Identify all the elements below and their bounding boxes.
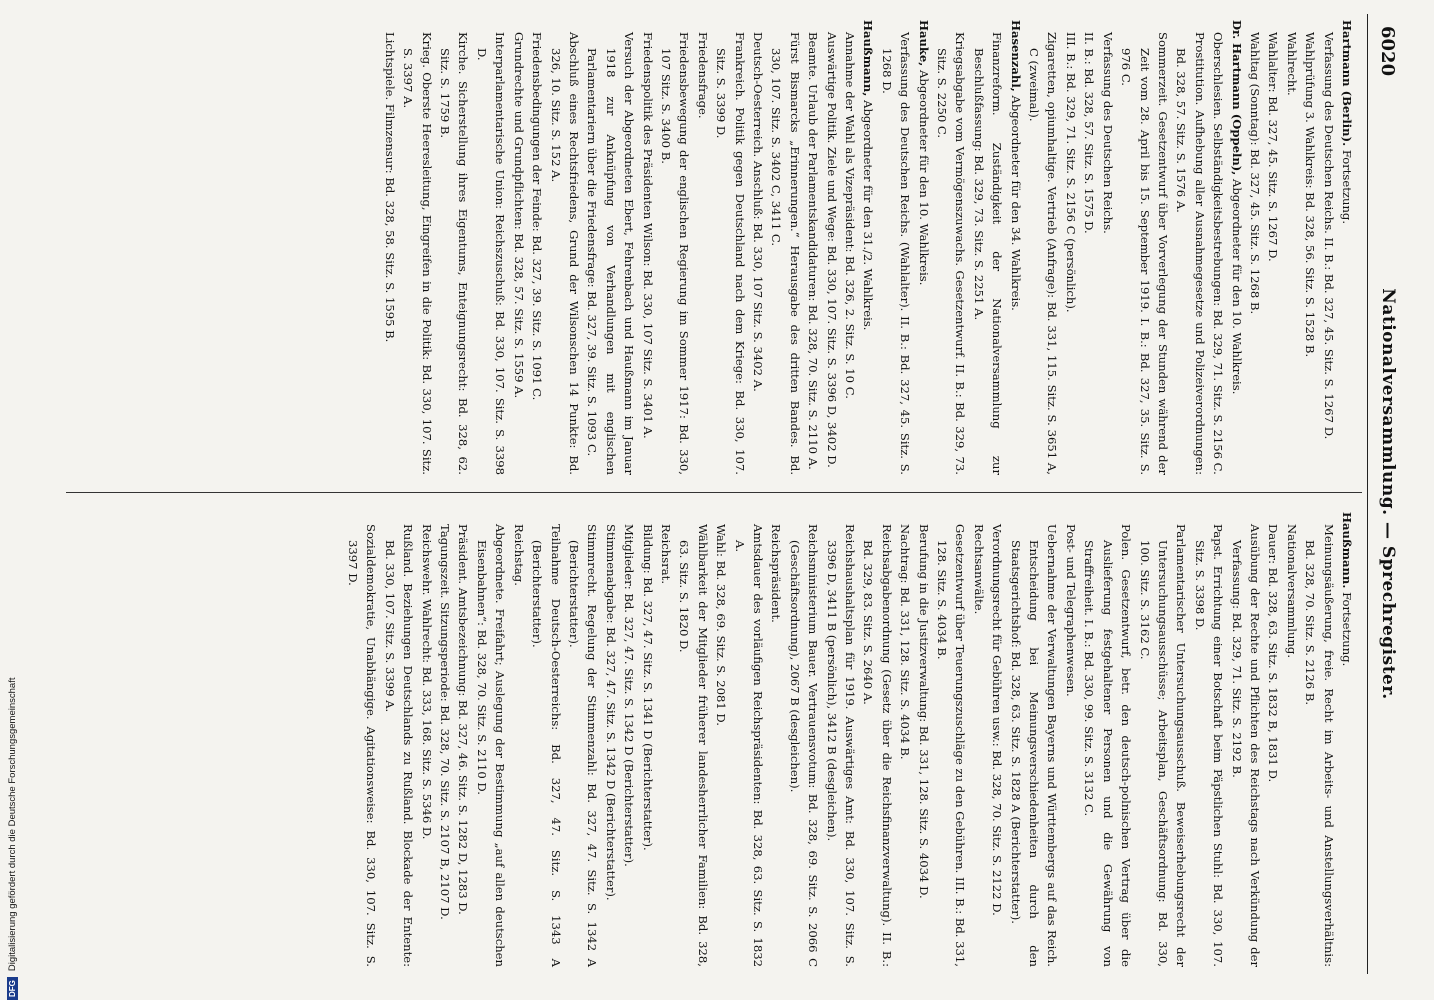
entry-name: Hartmann (Berlin). — [1340, 20, 1354, 147]
register-entry — [436, 512, 454, 967]
entry-text: Amtsdauer des vorläufigen Reichspräsidenten: Bd. 328, 63. Sitz. S. 1832 A. — [732, 524, 765, 967]
register-entry — [693, 20, 711, 475]
entry-text: Reichstag. — [511, 524, 526, 586]
register-entry — [712, 512, 730, 967]
register-entry — [638, 512, 656, 967]
register-entry — [877, 20, 914, 475]
column-divider — [66, 492, 1362, 493]
register-entry — [1227, 512, 1264, 967]
entry-text: Zigaretten, opiumhaltige. Vertrieb (Anfrage): Bd. 331, 115. Sitz. S. 3651 A, C (zweimal). — [1027, 32, 1060, 475]
entry-text: Reichshaushaltsplan für 1919. Auswärtiges Amt: Bd. 330, 107. Sitz. S. 3396 D, 3411 B (persönlich), 3412 B (desgleichen). — [824, 524, 858, 967]
register-entry — [1338, 20, 1356, 475]
entry-text: Friedenspolitik des Präsidenten Wilson: Bd. 330, 107 Sitz. S. 3401 A. — [640, 32, 655, 439]
register-entry — [1006, 512, 1061, 967]
register-entry — [933, 20, 970, 475]
page-header — [1366, 14, 1406, 974]
entry-text: Rußland. Beziehungen Deutschlands zu Rußland. Blockade der Entente: Bd. 330, 107. Sitz. S. 3399 A. — [382, 524, 416, 967]
dfg-logo: DFG — [7, 977, 18, 1000]
register-entry — [730, 512, 767, 967]
register-entry — [1025, 20, 1062, 475]
entry-text: Kriegsabgabe vom Vermögenszuwachs. Gesetzentwurf. II. B.: Bd. 329, 73. Sitz. S. 2250 C. — [935, 32, 968, 475]
register-entry — [1098, 20, 1116, 475]
entry-text: Frankreich. Politik gegen Deutschland nach dem Kriege: Bd. 330, 107. Sitz. S. 3399 D. — [714, 32, 747, 475]
register-entry — [859, 20, 877, 475]
register-entry — [344, 512, 381, 967]
entry-text: Wahlrecht. — [1284, 32, 1299, 96]
entry-text: Wahlprüfung 3. Wahlkreis: Bd. 328, 56. Sitz. S. 1528 B. — [1303, 32, 1318, 358]
register-entry — [1062, 512, 1080, 967]
register-entry — [712, 20, 749, 475]
entry-name: Haußmann, — [861, 20, 876, 97]
entry-text: Abgeordneter für den 10. Wahlkreis. — [916, 66, 931, 286]
register-entry — [1080, 512, 1135, 967]
entry-text: Wahltag (Sonntag): Bd. 327, 45. Sitz. S. 1268 B. — [1247, 32, 1262, 315]
register-entry — [546, 20, 583, 475]
entry-text: Abgeordneter für den 10. Wahlkreis. — [1229, 175, 1244, 395]
entry-text: III. B.: Bd. 329, 71. Sitz. S. 2156 C (persönlich). — [1063, 32, 1078, 313]
entry-text: Reichswehr. Wahlrecht: Bd. 333, 168. Sitz. S. 5346 D. — [419, 524, 434, 840]
entry-text: Lichtspiele. Filmzensur: Bd. 328, 58. Sitz. S. 1595 B. — [382, 32, 397, 343]
register-entry — [399, 20, 436, 475]
register-entry — [638, 20, 656, 475]
entry-text: Post- und Telegraphenwesen. — [1063, 524, 1078, 697]
register-entry — [767, 512, 785, 967]
register-entry — [1080, 20, 1098, 475]
register-entry — [473, 512, 510, 967]
entry-text: Teilnahme Deutsch-Oesterreichs: Bd. 327, 47. Sitz. S. 1343 A (Berichterstatter). — [530, 524, 563, 967]
entry-text: Reichsrat. — [658, 524, 673, 585]
entry-text: Wahlalter: Bd. 327, 45. Sitz. S. 1267 D. — [1266, 32, 1281, 262]
entry-text: Bildung: Bd. 327, 47. Sitz. S. 1341 D (Berichterstatter). — [640, 524, 655, 851]
register-entry — [657, 20, 694, 475]
entry-text: Interparlamentarische Union: Reichszuschuß: Bd. 330, 107. Sitz. S. 3398 D. — [474, 32, 508, 475]
register-entry — [454, 512, 472, 967]
entry-text: Tagungszeit. Sitzungsperiode: Bd. 328, 70. Sitz. S. 2107 B, 2107 D. — [438, 524, 453, 920]
entry-text: Wahl: Bd. 328, 69. Sitz. S. 2081 D. — [714, 524, 729, 726]
entry-text: Sommerzeit. Gesetzentwurf über Vorverlegung der Stunden während der Zeit vom 28. April bis 15. September 1919. I. B.: Bd. 327, 35. Sitz. S. 976 C. — [1119, 32, 1170, 475]
page-number: 6020 — [1377, 26, 1398, 77]
register-entry — [1246, 20, 1264, 475]
entry-text: Gesetzentwurf über Teuerungszuschläge zu den Gebühren. III. B.: Bd. 331, 128. Sitz. S. 4034 B. — [935, 524, 968, 967]
register-entry — [1172, 20, 1209, 475]
entry-text: Reichspräsident. — [769, 524, 784, 623]
entry-text: Versuch der Abgeordneten Ebert, Fehrenbach und Haußmann im Januar 1918 zur Anknüpfung von Verhandlungen mit englischen Parlamentariern über die Friedensfrage: Bd. 327, 39. Sitz. S. 1093 C. — [585, 32, 637, 475]
entry-text: Dauer: Bd. 328, 63. Sitz. S. 1832 B, 1831 D. — [1266, 524, 1281, 783]
entry-text: Papst. Errichtung einer Botschaft beim Päpstlichen Stuhl: Bd. 330, 107. Sitz. S. 3398 D. — [1192, 524, 1226, 967]
register-entry — [417, 512, 435, 967]
entry-text: Abgeordneter für den 34. Wahlkreis. — [1008, 91, 1023, 311]
entry-text: Grundrechte und Grundpflichten: Bd. 328, 57. Sitz. S. 1559 A. — [511, 32, 526, 399]
register-entry — [933, 512, 970, 967]
entry-text: Rechtsanwälte. — [971, 524, 986, 615]
entry-text: Deutsch-Oesterreich. Anschluß: Bd. 330, 107 Sitz. S. 3402 A. — [751, 32, 765, 392]
register-entry — [804, 20, 822, 475]
entry-text: Nachtrag: Bd. 331, 128. Sitz. S. 4034 B. — [898, 524, 913, 760]
entry-text: Annahme der Wahl als Vizepräsident: Bd. 326, 2. Sitz. S. 10 C. — [843, 32, 858, 399]
register-entry — [969, 20, 1006, 475]
register-entry — [1282, 512, 1300, 967]
entry-text: Mitglieder: Bd. 327, 47. Sitz. S. 1342 D (Berichterstatter). — [622, 524, 637, 867]
entry-text: Fortsetzung. — [1340, 588, 1354, 667]
entry-text: Stimmrecht. Regelung der Stimmenzahl: Bd. 327, 47. Sitz. S. 1342 A (Berichterstatter). — [566, 524, 600, 967]
entry-text: Ausübung der Rechte und Pflichten des Reichstags nach Verkündung der Verfassung: Bd. 329, 71. Sitz. S. 2192 B. — [1229, 524, 1262, 967]
register-entry — [528, 512, 565, 967]
register-entry — [473, 20, 510, 475]
register-entry — [785, 512, 822, 967]
register-entry — [767, 20, 804, 475]
entry-text: Auswärtige Politik. Ziele und Wege: Bd. 330, 107. Sitz. S. 3396 D, 3402 D. — [824, 32, 839, 468]
register-entry — [822, 512, 859, 967]
entry-name: Hauke, — [916, 20, 931, 67]
footer-text: Digitalisierung gefördert durch die Deutsche Forschungsgemeinschaft — [6, 677, 18, 972]
entry-name: Hasenzahl, — [1008, 20, 1023, 92]
register-entry — [1301, 512, 1338, 967]
entry-text: Berufung in die Justizverwaltung: Bd. 331, 128. Sitz. S. 4034 D. — [916, 524, 931, 899]
register-entry — [1117, 20, 1172, 475]
register-entry — [841, 20, 859, 475]
register-entry — [1006, 20, 1024, 475]
register-entry — [1264, 512, 1282, 967]
entry-text: Friedensbedingungen der Feinde: Bd. 327, 39. Sitz. S. 1091 C. — [530, 32, 545, 401]
entry-text: Friedensfrage. — [695, 32, 710, 119]
entry-text: Krieg. Oberste Heeresleitung, Eingreifen in die Politik: Bd. 330, 107. Sitz. S. 3397 A. — [401, 32, 434, 475]
entry-name: Haußmann. — [1340, 512, 1354, 589]
entry-text: Friedensbewegung der englischen Regierung im Sommer 1917: Bd. 330, 107 Sitz. S. 3400 B. — [658, 32, 692, 475]
register-entry — [822, 20, 840, 475]
register-entry — [509, 20, 527, 475]
entry-text: Parlamentarischer Untersuchungsausschuß. Beweiserhebungsrecht der Untersuchungsausschüsse; Arbeitsplan, Geschäftsordnung: Bd. 330, 100. Sitz. S. 3162 C. — [1137, 524, 1189, 967]
entry-text: Stimmenabgabe: Bd. 327, 47. Sitz. S. 1342 D (Berichterstatter). — [603, 524, 618, 901]
header-rule — [1367, 14, 1368, 974]
left-column — [380, 20, 1356, 475]
entry-text: Verfassung des Deutschen Reichs. — [1100, 32, 1115, 234]
register-entry — [896, 512, 914, 967]
entry-text: Prostitution. Aufhebung aller Ausnahmegesetze und Polizeiverordnungen: Bd. 328, 57. Sitz. S. 1576 A. — [1174, 32, 1207, 475]
entry-text: Abgeordnete. Freifahrt; Auslegung der Bestimmung „auf allen deutschen Eisenbahnen“: Bd. 328, 70. Sitz. S. 2110 D. — [474, 524, 508, 967]
entry-text: Fortsetzung. — [1340, 146, 1354, 225]
register-entry — [620, 512, 638, 967]
entry-text: Polen. Gesetzentwurf, betr. den deutsch-polnischen Vertrag über die Auslieferung festgehaltener Personen und die Gewährung von Straffreiheit. I. B.: Bd. 330, 99. Sitz. S. 3132 C. — [1082, 524, 1134, 967]
entry-text: Reichsministerium Bauer. Vertrauensvotum: Bd. 328, 69. Sitz. S. 2066 C (Geschäftsordnung), 2067 B (desgleichen). — [787, 524, 821, 967]
register-entry — [601, 512, 619, 967]
register-entry — [1190, 512, 1227, 967]
entry-text: Fürst Bismarcks „Erinnerungen.“ Herausgabe des dritten Bandes. Bd. 330, 107. Sitz. S. 3402 C, 3411 C. — [769, 32, 802, 475]
entry-text: Verfassung des Deutschen Reichs. (Wahlalter). II. B.: Bd. 327, 45. Sitz. S. 1268 D. — [879, 32, 913, 475]
register-entry — [657, 512, 675, 967]
entry-text: Finanzreform. Zuständigkeit der Nationalversammlung zur Beschlußfassung: Bd. 329, 73. Sitz. S. 2251 A. — [971, 32, 1005, 475]
register-entry — [583, 20, 638, 475]
register-entry — [436, 20, 473, 475]
entry-text: Sozialdemokratie, Unabhängige. Agitationsweise: Bd. 330, 107. Sitz. S. 3397 D. — [346, 524, 379, 967]
register-entry — [1319, 20, 1337, 475]
right-column — [344, 512, 1356, 967]
entry-text: Verfassung des Deutschen Reichs. II. B.: Bd. 327, 45. Sitz. S. 1267 D. — [1321, 32, 1336, 440]
entry-text: II. B.: Bd. 328, 57. Sitz. S. 1575 D. — [1082, 32, 1097, 234]
register-entry — [380, 20, 398, 475]
register-entry — [1227, 20, 1245, 475]
register-entry — [380, 512, 417, 967]
entry-text: Reichsabgabenordnung (Gesetz über die Reichsfinanzverwaltung). II. B.: Bd. 329, 83. Sitz. S. 2640 A. — [861, 524, 894, 967]
register-entry — [528, 20, 546, 475]
register-entry — [914, 20, 932, 475]
digitization-footer — [0, 0, 24, 1000]
entry-text: Uebernahme der Verwaltungen Bayerns und Württembergs auf das Reich. Entscheidung bei Meinungsverschiedenheiten durch den Staatsgerichtshof: Bd. 328, 63. Sitz. S. 1828 A (Berichterstatter). — [1008, 524, 1060, 967]
register-entry — [565, 512, 602, 967]
register-entry — [988, 512, 1006, 967]
register-entry — [1209, 20, 1227, 475]
entry-text: Verordnungsrecht für Gebühren usw.: Bd. 328, 70. Sitz. S. 2122 D. — [990, 524, 1005, 916]
register-entry — [1264, 20, 1282, 475]
register-entry — [859, 512, 896, 967]
register-entry — [749, 20, 767, 475]
entry-text: Oberschlesien. Selbständigkeitsbestrebungen: Bd. 329, 71. Sitz. S. 2156 C. — [1211, 32, 1226, 475]
entry-text: Abgeordneter für den 31./2. Wahlkreis. — [861, 96, 876, 331]
register-entry — [914, 512, 932, 967]
entry-text: Meinungsäußerung, freie. Recht im Arbeits- und Anstellungsverhältnis: Bd. 328, 70. Sitz. S. 2126 B. — [1303, 524, 1336, 967]
entry-text: Abschluß eines Rechtsfriedens, Grund der Wilsonschen 14 Punkte: Bd. 326, 10. Sitz. S. 152 A. — [548, 32, 581, 475]
running-title: Nationalversammlung. — Sprechregister. — [1378, 288, 1398, 700]
entry-text: Wählbarkeit der Mitglieder früherer landesherrlicher Familien: Bd. 328, 63. Sitz. S. 1820 D. — [677, 524, 710, 967]
document-page — [66, 14, 1406, 974]
register-entry — [1301, 20, 1319, 475]
entry-text: Kirche. Sicherstellung ihres Eigentums, Enteignungsrecht: Bd. 328, 62. Sitz. S. 1759 B. — [438, 32, 471, 475]
entry-text: Nationalversammlung. — [1284, 524, 1299, 659]
register-entry — [1338, 512, 1356, 967]
register-entry — [675, 512, 712, 967]
register-entry — [1062, 20, 1080, 475]
register-entry — [1282, 20, 1300, 475]
register-entry — [1135, 512, 1190, 967]
entry-text: Präsident. Amtsbezeichnung: Bd. 327, 46. Sitz. S. 1282 D, 1283 D. — [456, 524, 471, 915]
register-entry — [969, 512, 987, 967]
entry-name: Dr. Hartmann (Oppeln), — [1229, 20, 1244, 176]
register-entry — [509, 512, 527, 967]
entry-text: Beamte. Urlaub der Parlamentskandidaturen: Bd. 328, 70. Sitz. S. 2110 A. — [806, 32, 821, 470]
